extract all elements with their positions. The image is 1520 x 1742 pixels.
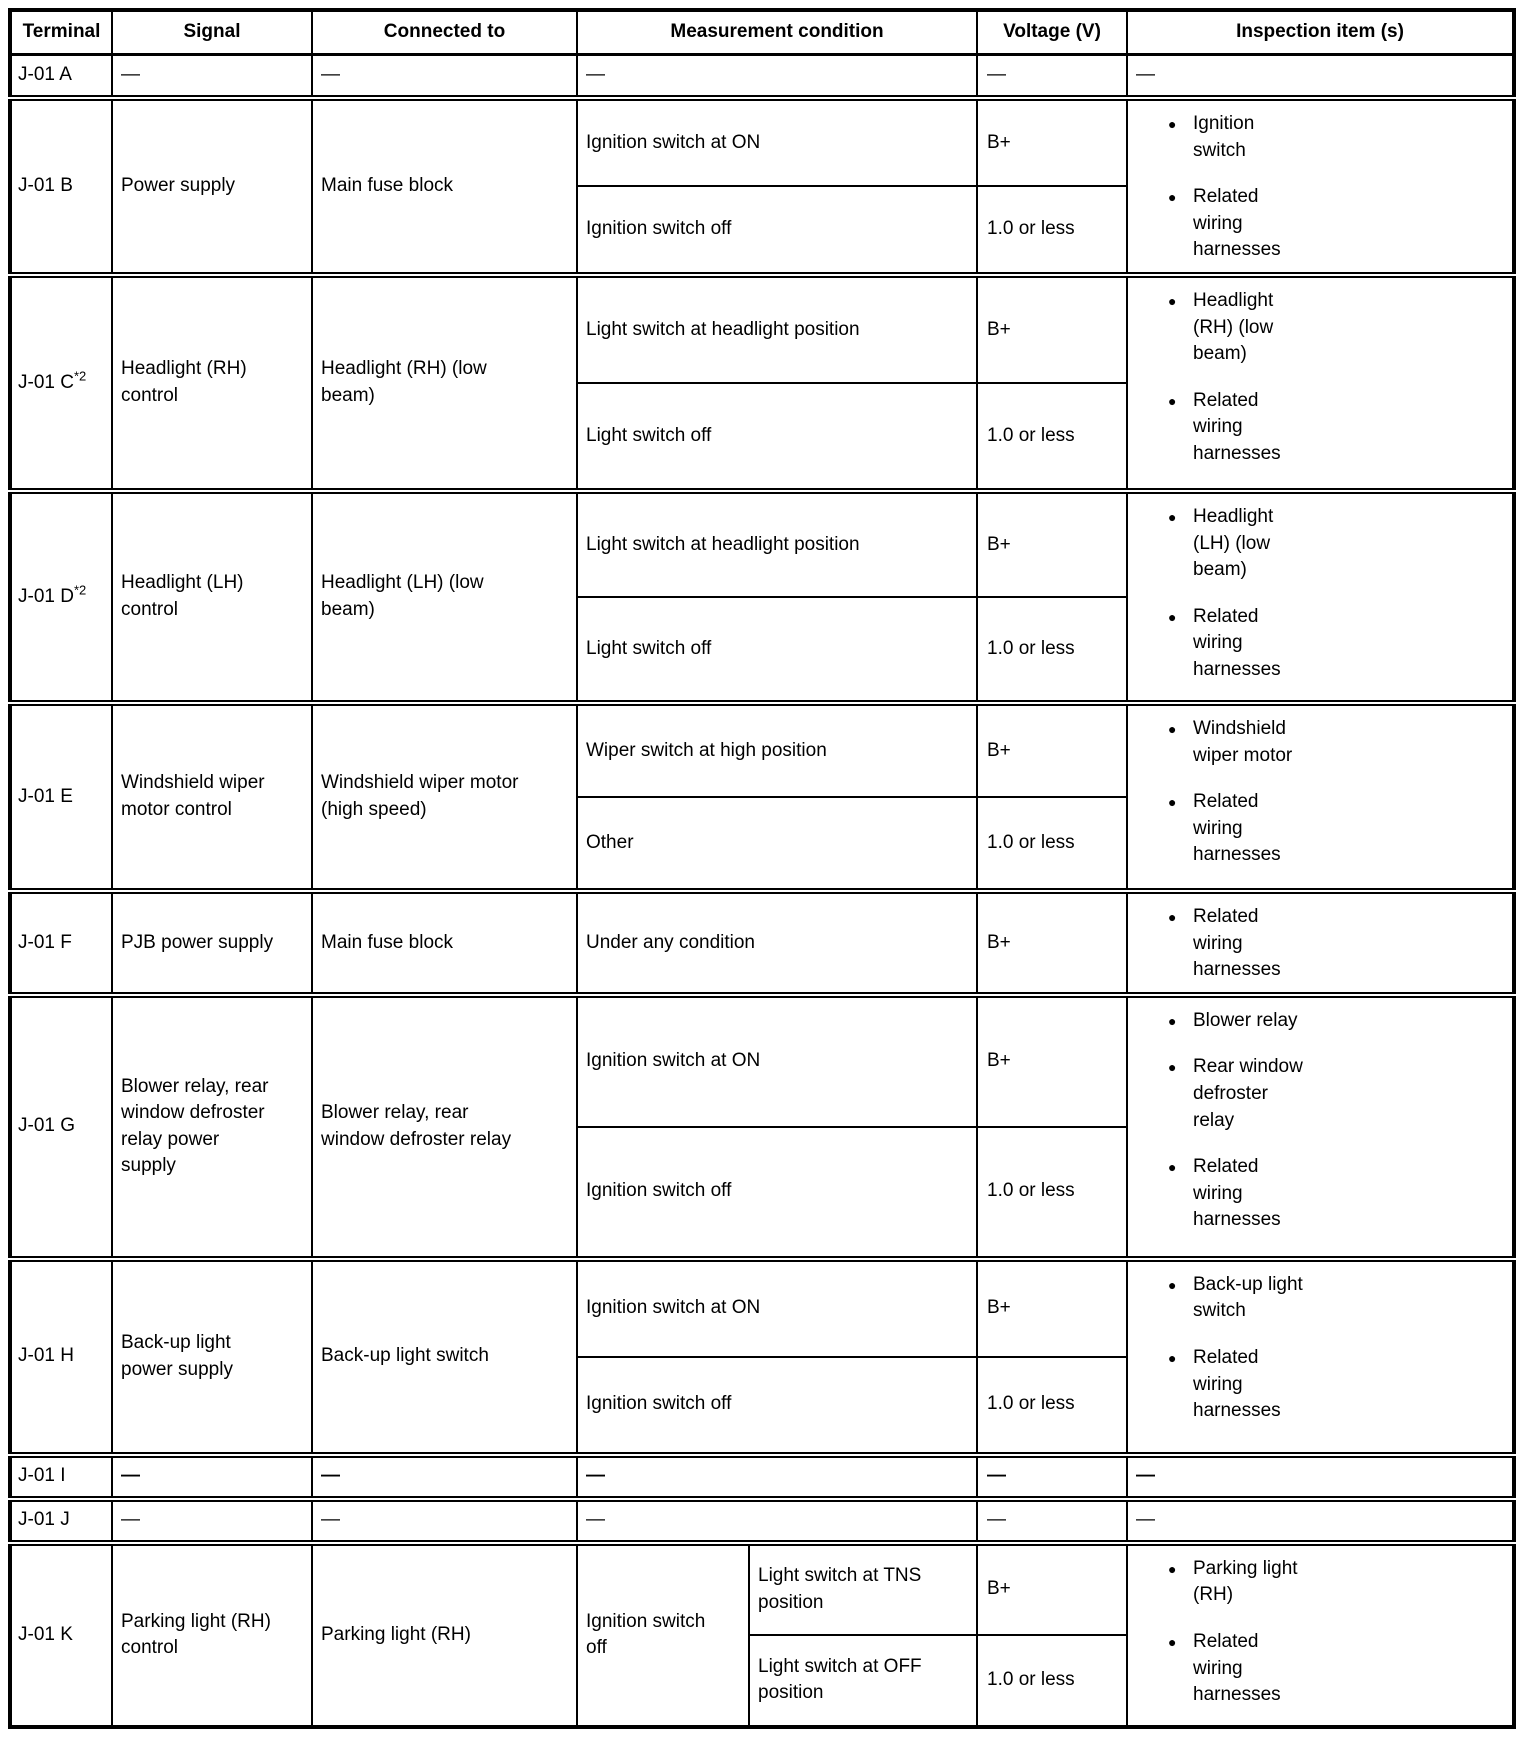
inspection-list — [1128, 904, 1508, 984]
measurement-condition-cell: Ignition switch at ON — [577, 995, 977, 1127]
inspection-item-label: Related wiring harnesses — [1193, 186, 1281, 261]
inspection-list — [1128, 716, 1508, 869]
measurement-condition-cell: Ignition switch off — [577, 186, 977, 274]
inspection-cell — [1127, 703, 1514, 891]
bullet-icon: ● — [1168, 116, 1177, 132]
sub-condition-cell: Light switch at TNS position — [749, 1543, 977, 1635]
terminal-cell — [10, 491, 112, 703]
measurement-condition-cell: Light switch at headlight position — [577, 491, 977, 597]
voltage-cell: — — [977, 1455, 1127, 1499]
inspection-list — [1128, 1008, 1508, 1234]
bullet-icon: ● — [1168, 1633, 1177, 1650]
inspection-item-label: Parking light (RH) — [1193, 1557, 1298, 1606]
bullet-icon: ● — [1168, 1276, 1177, 1293]
inspection-item — [1166, 604, 1307, 684]
signal-cell: Power supply — [112, 98, 312, 275]
measurement-condition-cell: Other — [577, 797, 977, 891]
connected-to-cell: Parking light (RH) — [312, 1543, 577, 1727]
table-row — [10, 703, 1514, 797]
bullet-icon: ● — [1168, 508, 1177, 525]
col-header-signal: Signal — [112, 10, 312, 54]
bullet-icon: ● — [1168, 908, 1177, 925]
bullet-icon: ● — [1168, 608, 1177, 625]
inspection-cell — [1127, 275, 1514, 491]
measurement-condition-cell: Light switch at headlight position — [577, 275, 977, 383]
connected-to-cell: Blower relay, rear window defroster relay — [312, 995, 577, 1259]
signal-cell: — — [112, 54, 312, 98]
signal-cell: — — [112, 1455, 312, 1499]
col-header-measurement-condition: Measurement condition — [577, 10, 977, 54]
terminal-label: J-01 C — [18, 371, 74, 393]
voltage-cell: 1.0 or less — [977, 1127, 1127, 1259]
table-row — [10, 98, 1514, 186]
inspection-item-label: Related wiring harnesses — [1193, 791, 1281, 866]
connected-to-cell: — — [312, 54, 577, 98]
signal-cell: Headlight (LH) control — [112, 491, 312, 703]
terminal-cell — [10, 275, 112, 491]
voltage-cell: 1.0 or less — [977, 597, 1127, 703]
measurement-condition-cell: — — [577, 1499, 977, 1543]
inspection-cell: — — [1127, 54, 1514, 98]
terminal-cell: J-01 J — [10, 1499, 112, 1543]
measurement-condition-cell: Ignition switch at ON — [577, 98, 977, 186]
inspection-item-label: Related wiring harnesses — [1193, 1346, 1281, 1422]
bullet-icon: ● — [1168, 392, 1177, 409]
measurement-condition-cell: Ignition switch at ON — [577, 1259, 977, 1357]
inspection-list — [1128, 1272, 1508, 1425]
inspection-item-label: Back-up light switch — [1193, 1273, 1303, 1322]
bullet-icon: ● — [1168, 1012, 1177, 1029]
inspection-item — [1166, 789, 1307, 869]
header-row — [10, 10, 1514, 54]
bullet-icon: ● — [1168, 292, 1177, 309]
voltage-cell: 1.0 or less — [977, 1635, 1127, 1727]
bullet-icon: ● — [1168, 1059, 1177, 1076]
signal-cell: — — [112, 1499, 312, 1543]
inspection-item-label: Ignition switch — [1193, 113, 1255, 161]
inspection-item — [1166, 1556, 1307, 1609]
inspection-cell: — — [1127, 1499, 1514, 1543]
voltage-cell: B+ — [977, 703, 1127, 797]
inspection-item-label: Headlight (RH) (low beam) — [1193, 289, 1274, 365]
signal-cell: Blower relay, rear window defroster relay power supply — [112, 995, 312, 1259]
inspection-item — [1166, 504, 1307, 584]
inspection-item — [1166, 716, 1307, 769]
connected-to-cell: — — [312, 1455, 577, 1499]
inspection-item-label: Related wiring harnesses — [1193, 605, 1281, 680]
voltage-cell: B+ — [977, 891, 1127, 995]
inspection-item-label: Related wiring harnesses — [1193, 389, 1281, 464]
terminal-cell: J-01 G — [10, 995, 112, 1259]
measurement-condition-cell: Ignition switch off — [577, 1127, 977, 1259]
inspection-item — [1166, 184, 1307, 264]
inspection-item-label: Related wiring harnesses — [1193, 905, 1281, 981]
inspection-cell — [1127, 1543, 1514, 1727]
bullet-icon: ● — [1168, 720, 1177, 737]
signal-cell: Parking light (RH) control — [112, 1543, 312, 1727]
connected-to-cell: Main fuse block — [312, 98, 577, 275]
terminal-cell: J-01 A — [10, 54, 112, 98]
inspection-item — [1166, 1345, 1307, 1425]
signal-cell: Headlight (RH) control — [112, 275, 312, 491]
terminal-cell: J-01 I — [10, 1455, 112, 1499]
table-row — [10, 491, 1514, 597]
measurement-condition-main-cell: Ignition switch off — [577, 1543, 749, 1727]
connected-to-cell: Headlight (LH) (low beam) — [312, 491, 577, 703]
bullet-icon: ● — [1168, 1159, 1177, 1176]
inspection-cell — [1127, 891, 1514, 995]
table-row — [10, 275, 1514, 383]
connected-to-cell: — — [312, 1499, 577, 1543]
terminal-cell: J-01 F — [10, 891, 112, 995]
sub-condition-cell: Light switch at OFF position — [749, 1635, 977, 1727]
signal-cell: PJB power supply — [112, 891, 312, 995]
col-header-inspection-items: Inspection item (s) — [1127, 10, 1514, 54]
table-row — [10, 995, 1514, 1127]
terminal-cell: J-01 H — [10, 1259, 112, 1455]
connected-to-cell: Main fuse block — [312, 891, 577, 995]
inspection-item — [1166, 288, 1307, 368]
voltage-cell: B+ — [977, 1259, 1127, 1357]
voltage-cell: — — [977, 54, 1127, 98]
measurement-condition-cell: — — [577, 1455, 977, 1499]
inspection-item-label: Related wiring harnesses — [1193, 1630, 1281, 1706]
measurement-condition-cell: Light switch off — [577, 597, 977, 703]
inspection-item — [1166, 111, 1307, 164]
voltage-cell: B+ — [977, 275, 1127, 383]
inspection-item — [1166, 388, 1307, 468]
terminal-cell: J-01 E — [10, 703, 112, 891]
terminal-voltage-table — [8, 8, 1516, 1729]
table-row — [10, 1543, 1514, 1635]
voltage-cell: 1.0 or less — [977, 1357, 1127, 1455]
voltage-cell: B+ — [977, 491, 1127, 597]
inspection-item — [1166, 1272, 1307, 1325]
inspection-item — [1166, 1154, 1307, 1234]
inspection-item-label: Blower relay — [1193, 1009, 1298, 1031]
connected-to-cell: Windshield wiper motor (high speed) — [312, 703, 577, 891]
inspection-cell — [1127, 995, 1514, 1259]
inspection-list — [1128, 1556, 1508, 1709]
terminal-cell: J-01 B — [10, 98, 112, 275]
voltage-cell: 1.0 or less — [977, 186, 1127, 274]
measurement-condition-cell: Under any condition — [577, 891, 977, 995]
measurement-condition-cell: Wiper switch at high position — [577, 703, 977, 797]
inspection-list — [1128, 288, 1508, 468]
voltage-cell: B+ — [977, 98, 1127, 186]
voltage-cell: 1.0 or less — [977, 797, 1127, 891]
voltage-cell: — — [977, 1499, 1127, 1543]
connected-to-cell: Headlight (RH) (low beam) — [312, 275, 577, 491]
inspection-list — [1128, 504, 1508, 684]
inspection-item — [1166, 904, 1307, 984]
table-row — [10, 891, 1514, 995]
table-row — [10, 1499, 1514, 1543]
inspection-cell — [1127, 491, 1514, 703]
bullet-icon: ● — [1168, 1560, 1177, 1577]
terminal-cell: J-01 K — [10, 1543, 112, 1727]
inspection-item — [1166, 1629, 1307, 1709]
terminal-superscript: *2 — [73, 368, 87, 384]
table-row — [10, 54, 1514, 98]
col-header-terminal: Terminal — [10, 10, 112, 54]
table-row — [10, 1259, 1514, 1357]
inspection-list — [1128, 111, 1508, 264]
inspection-cell — [1127, 98, 1514, 275]
terminal-superscript: *2 — [73, 582, 87, 598]
signal-cell: Windshield wiper motor control — [112, 703, 312, 891]
inspection-cell: — — [1127, 1455, 1514, 1499]
voltage-cell: B+ — [977, 1543, 1127, 1635]
signal-cell: Back-up light power supply — [112, 1259, 312, 1455]
col-header-voltage: Voltage (V) — [977, 10, 1127, 54]
measurement-condition-cell: Ignition switch off — [577, 1357, 977, 1455]
inspection-cell — [1127, 1259, 1514, 1455]
voltage-cell: 1.0 or less — [977, 383, 1127, 491]
terminal-label: J-01 D — [18, 585, 74, 607]
bullet-icon: ● — [1168, 794, 1177, 811]
col-header-connected-to: Connected to — [312, 10, 577, 54]
voltage-cell: B+ — [977, 995, 1127, 1127]
connected-to-cell: Back-up light switch — [312, 1259, 577, 1455]
bullet-icon: ● — [1168, 1349, 1177, 1366]
measurement-condition-cell: — — [577, 54, 977, 98]
inspection-item-label: Headlight (LH) (low beam) — [1193, 505, 1274, 581]
inspection-item-label: Windshield wiper motor — [1193, 717, 1293, 766]
bullet-icon: ● — [1168, 189, 1177, 206]
measurement-condition-cell: Light switch off — [577, 383, 977, 491]
inspection-item-label: Rear window defroster relay — [1193, 1056, 1303, 1131]
inspection-item — [1166, 1054, 1307, 1134]
table-row — [10, 1455, 1514, 1499]
inspection-item — [1166, 1008, 1307, 1035]
inspection-item-label: Related wiring harnesses — [1193, 1156, 1281, 1231]
